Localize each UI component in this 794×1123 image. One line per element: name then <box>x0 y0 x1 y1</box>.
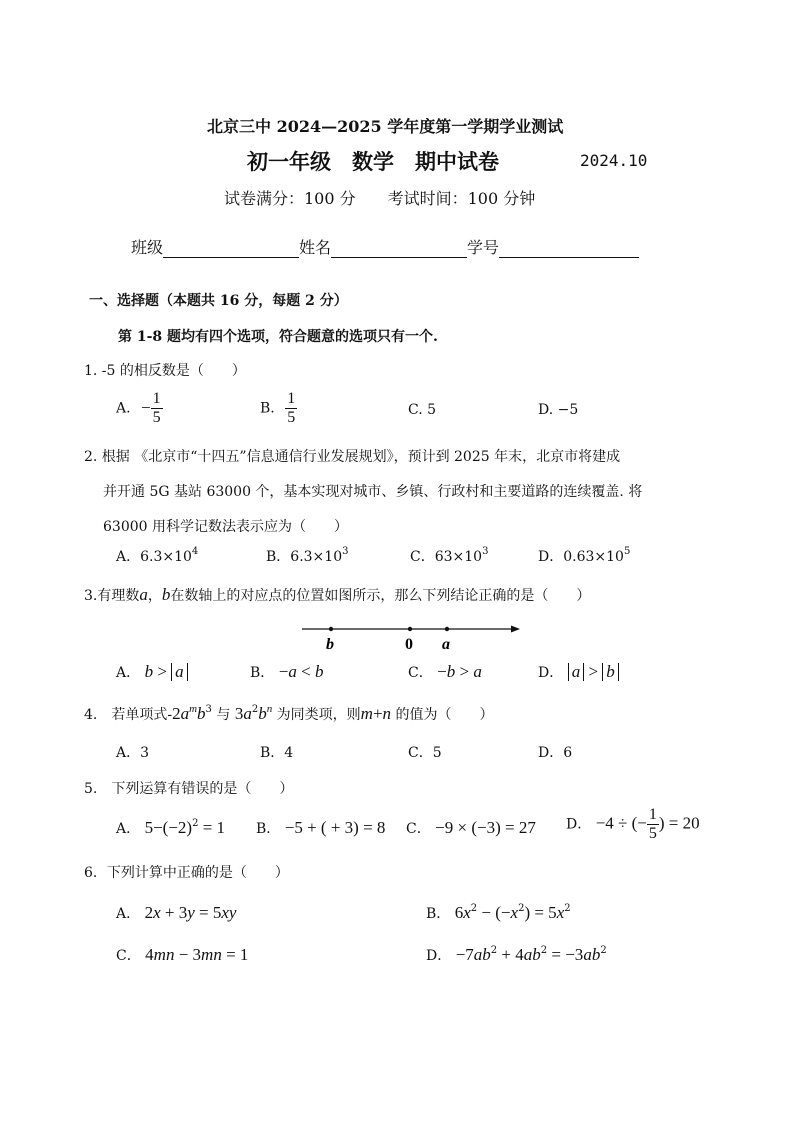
name-label: 姓名 <box>299 238 332 257</box>
q3-stem-start: 3.有理数 <box>84 588 140 604</box>
point-0 <box>408 627 412 631</box>
q4-stem-mid: 与 <box>211 707 235 723</box>
q2-a-exp: 4 <box>191 546 199 557</box>
q5-option-c: C． −9 × (−3) = 27 <box>406 818 536 837</box>
point-b <box>329 627 333 631</box>
q1-option-d: D. −5 <box>538 402 579 418</box>
q1-b-num: 1 <box>287 390 296 407</box>
q6-c-label: C． <box>116 948 141 964</box>
class-blank[interactable] <box>163 239 299 258</box>
q5-option-b: B． −5 + ( + 3) = 8 <box>256 818 386 837</box>
q2-option-d <box>538 546 630 566</box>
q4-stem-end: 的值为（ ） <box>391 707 494 723</box>
q5-b-label: B． <box>256 821 281 837</box>
q4-stem: 4. 若单项式$-2a^mb^3$ 与 $3a^2b^n$ 为同类项，则m+n 的值为（ ） <box>84 703 494 723</box>
q2-line3: 63000 用科学记数法表示应为（ ） <box>103 519 348 535</box>
label-a: a <box>442 636 450 652</box>
id-blank[interactable] <box>499 239 639 258</box>
q3-stem-end: 在数轴上的对应点的位置如图所示，那么下列结论正确的是（ ） <box>170 588 591 604</box>
q5-d-num: 1 <box>648 806 657 823</box>
q1-option-a: A. − $\frac{1}{5}$ <box>116 390 161 426</box>
q4-option-a: A．3 <box>116 745 150 761</box>
class-label: 班级 <box>131 238 164 257</box>
q1-option-b <box>260 390 297 427</box>
q5-option-d: D． −4 ÷ (− $\frac{1}{5}$ ) = 20 <box>566 806 700 842</box>
exam-title: 初一年级 数学 期中试卷 <box>247 149 499 174</box>
q3-option-b: B． −a < b <box>250 662 324 681</box>
q2-b-text: B．6.3×10 <box>266 549 343 565</box>
q6-option-d: D． $-7ab^2 + 4ab^2 = -3ab^2$ <box>426 945 607 964</box>
q2-line2: 并开通 5G 基站 63000 个，基本实现对城市、乡镇、行政村和主要道路的连续覆盖. 将 <box>103 484 643 500</box>
q1-a-den: 5 <box>152 409 161 426</box>
q6-b-label: B． <box>426 906 451 922</box>
q2-d-exp: 5 <box>623 546 631 557</box>
q3-var-b: b <box>161 585 171 604</box>
q3-stem <box>84 585 590 605</box>
q1-b-den: 5 <box>287 409 296 426</box>
q3-option-a: A． b > a <box>116 662 188 682</box>
q2-line1: 2. 根据 《北京市“十四五”信息通信行业发展规划》，预计到 2025 年末，北京市将建成 <box>84 449 621 465</box>
id-label: 学号 <box>467 238 500 257</box>
q4-option-d: D．6 <box>538 745 573 761</box>
q4-stem-mid2: 为同类项，则 <box>272 707 361 723</box>
q3-var-a: a <box>139 585 148 604</box>
q5-d-label: D． <box>566 816 592 833</box>
q1-option-c: C. 5 <box>408 402 437 418</box>
q3-option-d: D． a > b <box>538 662 619 682</box>
q4-stem-start: 4. 若单项式- <box>84 707 173 723</box>
q1-stem: 1. -5 的相反数是（ ） <box>84 363 246 379</box>
q6-option-a: A． 2x + 3y = 5xy <box>116 903 237 922</box>
q6-option-c: C． 4mn − 3mn = 1 <box>116 945 249 964</box>
exam-date: 2024.10 <box>580 151 648 170</box>
school-line: 北京三中 2024—2025 学年度第一学期学业测试 <box>207 117 564 136</box>
label-0: 0 <box>405 636 413 652</box>
q5-c-label: C． <box>406 821 431 837</box>
q5-stem: 5. 下列运算有错误的是（ ） <box>84 781 294 797</box>
score-time: 试卷满分：100 分 考试时间：100 分钟 <box>224 189 536 208</box>
q3-number-line <box>300 618 525 652</box>
q3-sep: ， <box>147 588 162 604</box>
q1-a-num: 1 <box>152 390 161 407</box>
q3-option-c: C． −b > a <box>408 662 482 681</box>
student-info-row <box>131 235 639 258</box>
q6-stem: 6．下列计算中正确的是（ ） <box>84 865 289 881</box>
point-a <box>445 627 449 631</box>
q2-option-b <box>266 546 348 566</box>
q2-option-a <box>116 546 198 566</box>
name-blank[interactable] <box>331 239 467 258</box>
label-b: b <box>326 636 334 652</box>
q5-option-a: A． $5-(-2)^2 = 1$ <box>116 818 226 837</box>
q3-d-label: D． <box>538 665 564 681</box>
q5-a-label: A． <box>116 821 141 837</box>
q2-d-text: D．0.63×10 <box>538 549 624 565</box>
q2-c-exp: 3 <box>482 546 489 557</box>
q2-a-text: A．6.3×10 <box>116 549 192 565</box>
q1-a-label: A. <box>116 400 131 417</box>
q2-b-exp: 3 <box>342 546 349 557</box>
q1-b-label: B. <box>260 400 275 417</box>
q3-c-label: C． <box>408 665 433 681</box>
section-instruction: 第 1-8 题均有四个选项，符合题意的选项只有一个. <box>118 329 438 345</box>
q6-option-b: B． $6x^2 - (-x^2) = 5x^2$ <box>426 903 571 922</box>
q4-option-b: B．4 <box>260 745 294 761</box>
q6-d-label: D． <box>426 948 452 964</box>
arrow-head-icon <box>511 626 520 633</box>
q2-c-text: C．63×10 <box>410 549 483 565</box>
q3-b-label: B． <box>250 665 275 681</box>
q6-a-label: A． <box>116 906 141 922</box>
q2-option-c <box>410 546 488 566</box>
q4-option-c: C．5 <box>408 745 442 761</box>
q5-d-den: 5 <box>648 825 657 842</box>
section-title: 一、选择题（本题共 16 分，每题 2 分） <box>89 293 348 309</box>
q3-a-label: A． <box>116 665 141 681</box>
